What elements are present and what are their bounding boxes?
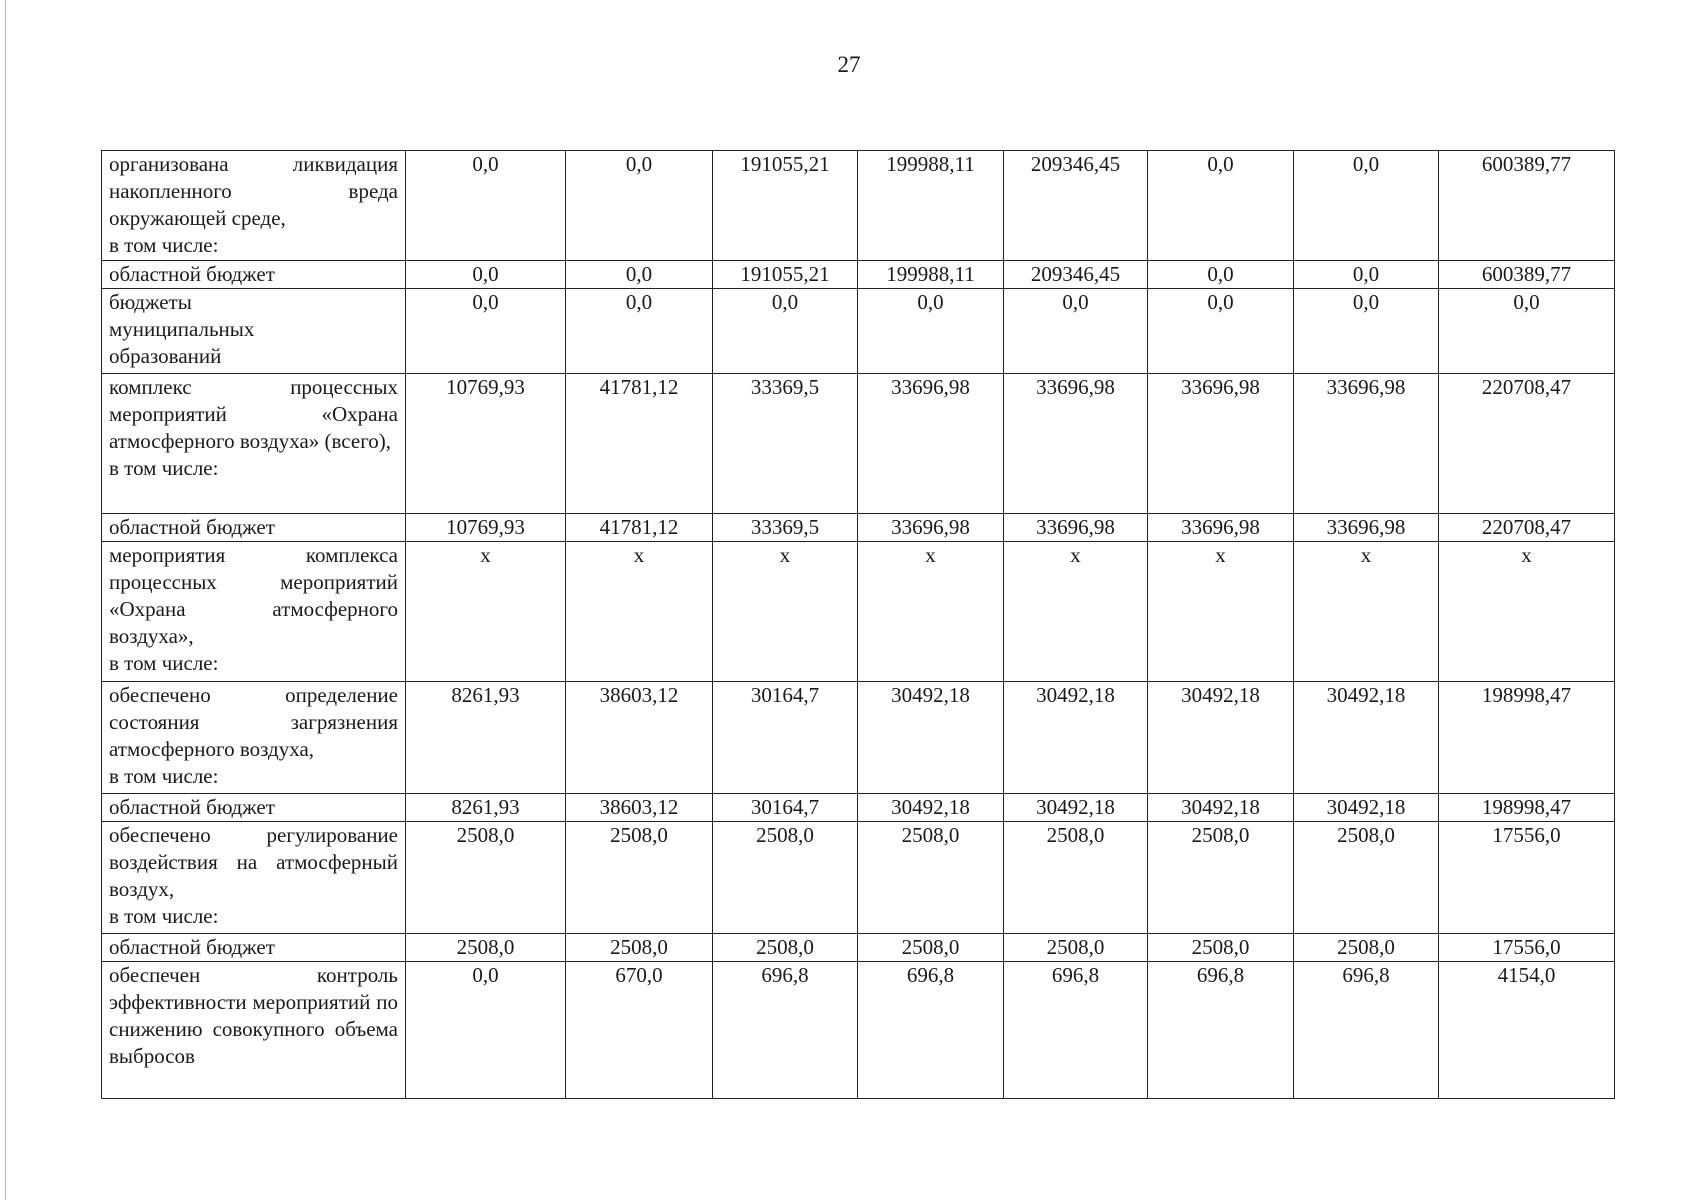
table-row [102,151,1615,261]
table-row [102,514,1615,542]
value-cell: 600389,77 [1439,261,1615,289]
row-label-cell [102,261,406,289]
value-cell: 33696,98 [1148,514,1294,542]
row-label-text: муниципальных [109,317,255,341]
value-cell: 670,0 [566,962,713,1099]
value-cell: 209346,45 [1004,151,1148,261]
value-cell: 33696,98 [1004,374,1148,514]
row-label-text: областной бюджет [109,795,275,819]
value-cell: 2508,0 [1004,934,1148,962]
value-cell: x [566,542,713,682]
value-cell: 0,0 [1439,289,1615,374]
table-row [102,374,1615,514]
value-cell: 30492,18 [858,794,1004,822]
value-cell: 696,8 [713,962,858,1099]
value-cell: 2508,0 [1294,822,1439,934]
value-cell: 0,0 [858,289,1004,374]
value-cell: 2508,0 [566,822,713,934]
value-cell: 2508,0 [1148,934,1294,962]
value-cell: x [713,542,858,682]
value-cell: 191055,21 [713,151,858,261]
value-cell: 199988,11 [858,261,1004,289]
value-cell: 10769,93 [406,374,566,514]
value-cell: x [1294,542,1439,682]
value-cell: x [1439,542,1615,682]
row-label-cell [102,682,406,794]
row-label-text: мероприятия комплекса процессных мероприятий «Охрана атмосферного воздуха», [109,543,398,648]
value-cell: 41781,12 [566,374,713,514]
value-cell: 0,0 [406,289,566,374]
value-cell: 2508,0 [1004,822,1148,934]
value-cell: 38603,12 [566,794,713,822]
row-label-cell [102,289,406,374]
value-cell: 0,0 [566,261,713,289]
value-cell: 30492,18 [858,682,1004,794]
value-cell: 0,0 [1294,151,1439,261]
row-label-text: обеспечено регулирование воздействия на атмосферный воздух, [109,823,398,901]
value-cell: 30164,7 [713,682,858,794]
row-label-text: в том числе: [109,233,219,257]
value-cell: 33696,98 [858,514,1004,542]
value-cell: 30492,18 [1148,794,1294,822]
value-cell: 33696,98 [1294,374,1439,514]
budget-table [101,150,1615,1099]
row-label-cell [102,822,406,934]
value-cell: 33696,98 [1004,514,1148,542]
table-row [102,794,1615,822]
row-label-text: областной бюджет [109,935,275,959]
value-cell: 2508,0 [713,934,858,962]
table-row [102,962,1615,1099]
value-cell: 198998,47 [1439,682,1615,794]
value-cell: 696,8 [1294,962,1439,1099]
row-label-cell [102,794,406,822]
value-cell: 0,0 [1148,289,1294,374]
row-label-cell [102,542,406,682]
value-cell: 33369,5 [713,374,858,514]
value-cell: 2508,0 [858,822,1004,934]
row-label-text: в том числе: [109,651,219,675]
value-cell: 30492,18 [1004,682,1148,794]
value-cell: 0,0 [1148,261,1294,289]
table-row [102,261,1615,289]
row-label-text: обеспечен контроль эффективности мероприятий по снижению совокупного объема выбросов [109,963,398,1068]
value-cell: 0,0 [713,289,858,374]
value-cell: 220708,47 [1439,374,1615,514]
row-label-text: образований [109,344,222,368]
value-cell: 0,0 [566,151,713,261]
table-row [102,542,1615,682]
value-cell: x [1148,542,1294,682]
value-cell: 33696,98 [1294,514,1439,542]
table-row [102,822,1615,934]
value-cell: 696,8 [1148,962,1294,1099]
row-label-cell [102,514,406,542]
row-label-cell [102,962,406,1099]
scan-edge [5,0,6,1200]
row-label-text: в том числе: [109,904,219,928]
row-label-cell [102,934,406,962]
value-cell: 2508,0 [406,934,566,962]
value-cell: 696,8 [858,962,1004,1099]
value-cell: 0,0 [1294,261,1439,289]
value-cell: 33696,98 [1148,374,1294,514]
value-cell: 199988,11 [858,151,1004,261]
value-cell: 33369,5 [713,514,858,542]
value-cell: x [858,542,1004,682]
value-cell: 33696,98 [858,374,1004,514]
value-cell: 30492,18 [1294,682,1439,794]
value-cell: 2508,0 [566,934,713,962]
value-cell: 10769,93 [406,514,566,542]
value-cell: 600389,77 [1439,151,1615,261]
row-label-text: бюджеты [109,290,192,314]
row-label-text: в том числе: [109,764,219,788]
value-cell: 2508,0 [858,934,1004,962]
value-cell: 0,0 [1294,289,1439,374]
row-label-cell [102,374,406,514]
row-label-text: в том числе: [109,456,219,480]
table-row [102,934,1615,962]
value-cell: 2508,0 [1294,934,1439,962]
value-cell: 0,0 [406,261,566,289]
value-cell: 0,0 [406,962,566,1099]
value-cell: 191055,21 [713,261,858,289]
value-cell: 38603,12 [566,682,713,794]
row-label-text: организована ликвидация накопленного вреда окружающей среде, [109,152,398,230]
value-cell: 2508,0 [713,822,858,934]
value-cell: 30492,18 [1004,794,1148,822]
table-row [102,682,1615,794]
value-cell: 41781,12 [566,514,713,542]
value-cell: 30492,18 [1294,794,1439,822]
row-label-cell [102,151,406,261]
value-cell: x [1004,542,1148,682]
page-number: 27 [837,52,861,77]
row-label-text: комплекс процессных мероприятий «Охрана атмосферного воздуха» (всего), [109,375,398,453]
value-cell: 4154,0 [1439,962,1615,1099]
value-cell: 8261,93 [406,794,566,822]
row-label-text: областной бюджет [109,262,275,286]
value-cell: 220708,47 [1439,514,1615,542]
value-cell: 0,0 [406,151,566,261]
value-cell: 0,0 [566,289,713,374]
value-cell: 696,8 [1004,962,1148,1099]
value-cell: x [406,542,566,682]
table-body [102,151,1615,1099]
value-cell: 2508,0 [1148,822,1294,934]
value-cell: 17556,0 [1439,822,1615,934]
table-row [102,289,1615,374]
row-label-text: обеспечено определение состояния загрязнения атмосферного воздуха, [109,683,398,761]
value-cell: 198998,47 [1439,794,1615,822]
value-cell: 0,0 [1004,289,1148,374]
value-cell: 8261,93 [406,682,566,794]
value-cell: 30164,7 [713,794,858,822]
row-label-text: областной бюджет [109,515,275,539]
value-cell: 17556,0 [1439,934,1615,962]
value-cell: 209346,45 [1004,261,1148,289]
value-cell: 2508,0 [406,822,566,934]
value-cell: 30492,18 [1148,682,1294,794]
value-cell: 0,0 [1148,151,1294,261]
